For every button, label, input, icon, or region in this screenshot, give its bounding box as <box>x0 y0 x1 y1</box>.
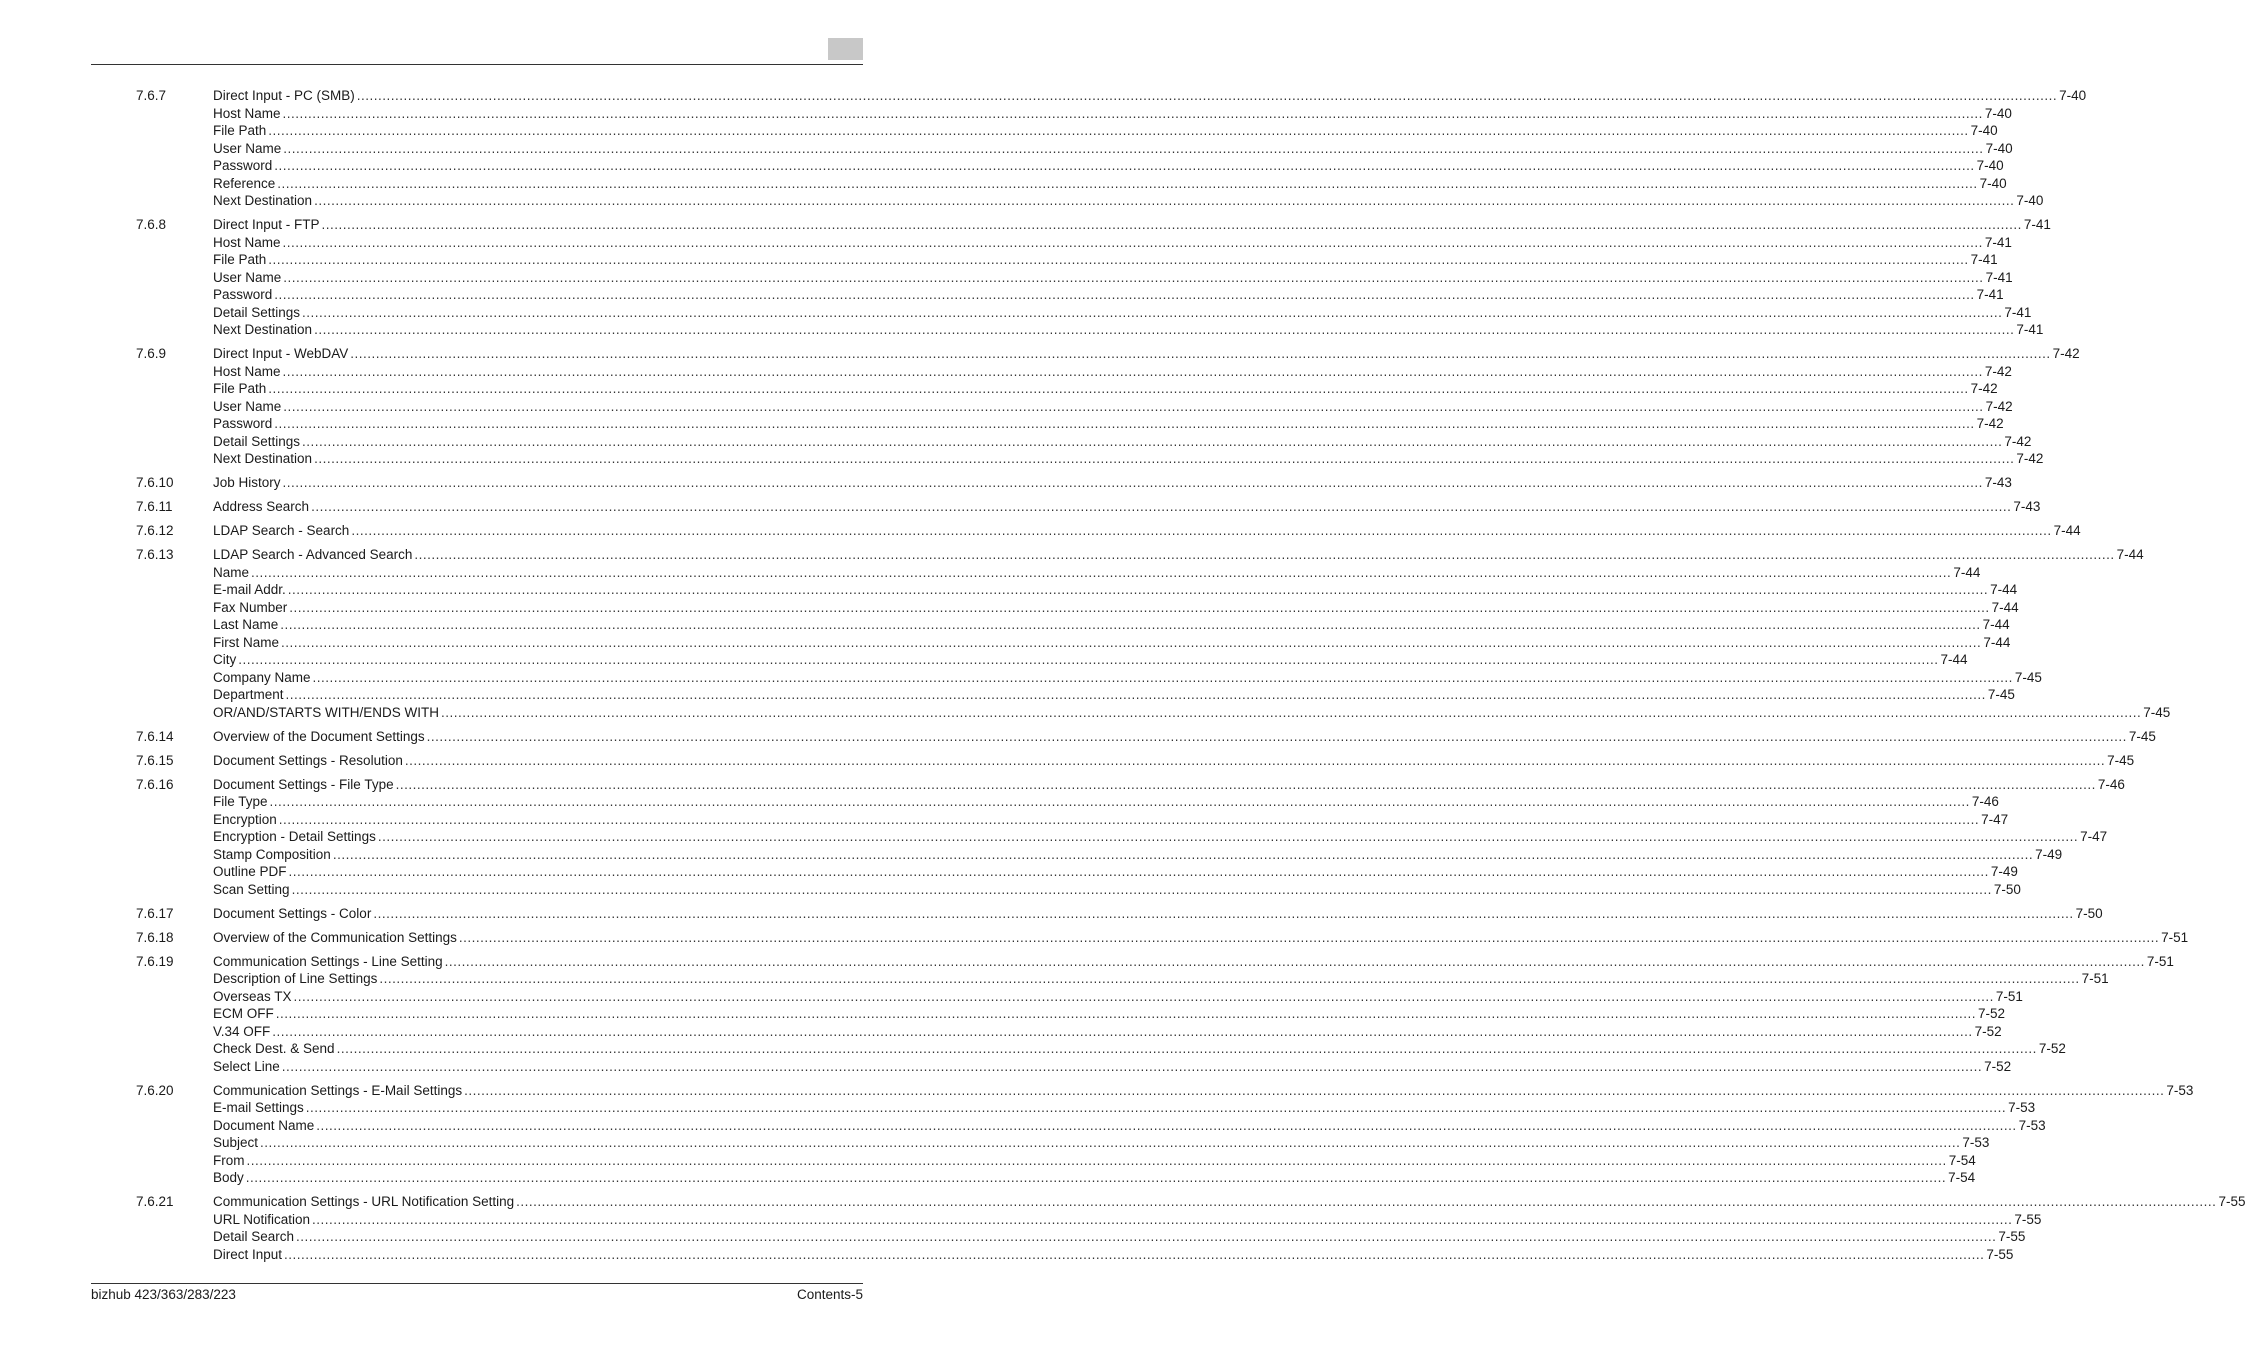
toc-page-number: 7-51 <box>1995 988 2023 1004</box>
toc-entry-title: Host Name <box>213 105 281 121</box>
toc-subentry[interactable] <box>213 415 2004 433</box>
toc-entry-title: File Type <box>213 794 268 809</box>
toc-subentry[interactable] <box>213 140 2013 158</box>
toc-page-number: 7-49 <box>2035 846 2063 862</box>
toc-dot-leader: ................................................................................................................................................................................................................................................................................................................................................................................................................ <box>441 704 2142 720</box>
toc-page-number: 7-55 <box>2218 1194 2245 1209</box>
toc-dot-leader: ................................................................................................................................................................................................................................................................................................................................................................................................................ <box>377 829 2079 844</box>
toc-dot-leader: ................................................................................................................................................................................................................................................................................................................................................................................................................ <box>351 523 2052 538</box>
toc-entry-title: E-mail Addr. <box>213 582 286 597</box>
toc-page-number: 7-42 <box>1984 363 2012 379</box>
toc-dot-leader: ................................................................................................................................................................................................................................................................................................................................................................................................................ <box>291 881 1992 897</box>
toc-subentry[interactable] <box>213 881 2021 899</box>
toc-entry-title: Direct Input - WebDAV <box>213 346 349 361</box>
toc-page-number: 7-41 <box>1984 234 2012 250</box>
toc-subentry[interactable] <box>213 599 2019 617</box>
toc-dot-leader: ................................................................................................................................................................................................................................................................................................................................................................................................................ <box>373 905 2074 921</box>
toc-subentry[interactable] <box>213 564 1981 582</box>
toc-page-number: 7-45 <box>2107 752 2135 768</box>
toc-page-number: 7-51 <box>2081 971 2109 986</box>
toc-entry-title: User Name <box>213 398 282 414</box>
toc-dot-leader: ................................................................................................................................................................................................................................................................................................................................................................................................................ <box>302 304 2003 320</box>
toc-page-number: 7-50 <box>1993 881 2021 897</box>
toc-entry-title: URL Notification <box>213 1211 311 1227</box>
toc-page-number: 7-40 <box>1985 140 2013 156</box>
toc-entry-title: Direct Input - PC (SMB) <box>213 88 355 103</box>
toc-page-number: 7-45 <box>2143 704 2171 720</box>
toc-subentry[interactable] <box>213 304 2032 322</box>
toc-entry-title: Name <box>213 564 250 580</box>
toc-page-number: 7-55 <box>1986 1246 2014 1262</box>
toc-page-number: 7-51 <box>2161 929 2189 945</box>
toc-entry-title: Next Destination <box>213 451 313 466</box>
toc-entry-title: OR/AND/STARTS WITH/ENDS WITH <box>213 704 439 720</box>
toc-section-number: 7.6.7 <box>136 88 167 103</box>
toc-page-number: 7-40 <box>1979 175 2007 191</box>
toc-dot-leader: ................................................................................................................................................................................................................................................................................................................................................................................................................ <box>356 88 2058 103</box>
toc-entry-title: User Name <box>213 140 282 156</box>
toc-page-number: 7-46 <box>1971 794 1999 809</box>
toc-subentry[interactable] <box>213 380 1998 398</box>
toc-subentry[interactable] <box>213 863 2018 881</box>
toc-dot-leader: ................................................................................................................................................................................................................................................................................................................................................................................................................ <box>268 381 1969 396</box>
toc-entry-title: Description of Line Settings <box>213 971 378 986</box>
toc-dot-leader: ................................................................................................................................................................................................................................................................................................................................................................................................................ <box>321 217 2022 232</box>
toc-dot-leader: ................................................................................................................................................................................................................................................................................................................................................................................................................ <box>314 451 2015 466</box>
toc-entry-title: Stamp Composition <box>213 846 331 862</box>
toc-page-number: 7-52 <box>1974 1023 2002 1039</box>
toc-entry[interactable] <box>213 953 2174 971</box>
toc-page-number: 7-44 <box>1991 599 2019 615</box>
toc-entry-title: Host Name <box>213 363 281 379</box>
toc-dot-leader: ................................................................................................................................................................................................................................................................................................................................................................................................................ <box>289 599 1990 615</box>
toc-subentry[interactable] <box>213 286 2004 304</box>
toc-dot-leader: ................................................................................................................................................................................................................................................................................................................................................................................................................ <box>272 1023 1973 1039</box>
toc-section-number: 7.6.14 <box>136 728 174 744</box>
toc-page-number: 7-44 <box>1983 634 2011 650</box>
toc-entry-title: LDAP Search - Search <box>213 523 350 538</box>
toc-entry-title: Password <box>213 416 273 431</box>
toc-dot-leader: ................................................................................................................................................................................................................................................................................................................................................................................................................ <box>260 1135 1961 1150</box>
toc-subentry[interactable] <box>213 793 1999 811</box>
toc-entry-title: Detail Search <box>213 1229 295 1244</box>
toc-page-number: 7-49 <box>1990 864 2018 879</box>
toc-subentry[interactable] <box>213 321 2044 339</box>
toc-dot-leader: ................................................................................................................................................................................................................................................................................................................................................................................................................ <box>444 953 2145 969</box>
toc-page-number: 7-52 <box>1978 1006 2006 1021</box>
toc-subentry[interactable] <box>213 581 2018 599</box>
toc-page-number: 7-42 <box>1970 381 1998 396</box>
toc-dot-leader: ................................................................................................................................................................................................................................................................................................................................................................................................................ <box>293 988 1994 1004</box>
toc-page-number: 7-44 <box>1990 582 2018 597</box>
toc-subentry[interactable] <box>213 398 2013 416</box>
toc-entry-title: Detail Settings <box>213 304 301 320</box>
toc-subentry[interactable] <box>213 122 1998 140</box>
toc-entry-title: Next Destination <box>213 322 313 337</box>
toc-entry-title: Overseas TX <box>213 988 292 1004</box>
toc-dot-leader: ................................................................................................................................................................................................................................................................................................................................................................................................................ <box>283 140 1984 156</box>
toc-dot-leader: ................................................................................................................................................................................................................................................................................................................................................................................................................ <box>274 287 1975 302</box>
toc-subentry[interactable] <box>213 175 2007 193</box>
toc-subentry[interactable] <box>213 988 2023 1006</box>
toc-entry-title: Encryption - Detail Settings <box>213 829 376 844</box>
toc-dot-leader: ................................................................................................................................................................................................................................................................................................................................................................................................................ <box>314 193 2015 208</box>
toc-subentry[interactable] <box>213 704 2171 722</box>
toc-page-number: 7-40 <box>1984 105 2012 121</box>
toc-entry-title: Password <box>213 287 273 302</box>
toc-page-number: 7-40 <box>2016 193 2044 208</box>
toc-dot-leader: ................................................................................................................................................................................................................................................................................................................................................................................................................ <box>414 547 2115 562</box>
footer-divider <box>91 1283 863 1284</box>
toc-subentry[interactable] <box>213 616 2010 634</box>
toc-entry-title: Next Destination <box>213 193 313 208</box>
toc-dot-leader: ................................................................................................................................................................................................................................................................................................................................................................................................................ <box>287 582 1989 597</box>
toc-dot-leader: ................................................................................................................................................................................................................................................................................................................................................................................................................ <box>316 1117 2017 1133</box>
toc-entry-title: Encryption <box>213 811 277 827</box>
toc-entry[interactable] <box>213 728 2156 746</box>
toc-subentry[interactable] <box>213 970 2109 988</box>
toc-page-number: 7-43 <box>1984 475 2012 490</box>
toc-page-number: 7-41 <box>1970 252 1998 267</box>
toc-subentry[interactable] <box>213 1058 2012 1076</box>
header-divider <box>91 64 863 65</box>
toc-dot-leader: ................................................................................................................................................................................................................................................................................................................................................................................................................ <box>245 1170 1947 1185</box>
toc-subentry[interactable] <box>213 1117 2046 1135</box>
toc-page-number: 7-54 <box>1948 1170 1976 1185</box>
toc-subentry[interactable] <box>213 450 2044 468</box>
toc-entry-title: Direct Input - FTP <box>213 217 320 232</box>
toc-page-number: 7-42 <box>2016 451 2044 466</box>
toc-dot-leader: ................................................................................................................................................................................................................................................................................................................................................................................................................ <box>268 252 1969 267</box>
toc-dot-leader: ................................................................................................................................................................................................................................................................................................................................................................................................................ <box>302 433 2003 449</box>
toc-page-number: 7-42 <box>1976 416 2004 431</box>
toc-entry-title: Detail Settings <box>213 433 301 449</box>
toc-entry[interactable] <box>213 905 2103 923</box>
toc-entry[interactable] <box>213 546 2144 564</box>
toc-dot-leader: ................................................................................................................................................................................................................................................................................................................................................................................................................ <box>404 752 2106 768</box>
toc-page-number: 7-45 <box>2014 669 2042 685</box>
toc-dot-leader: ................................................................................................................................................................................................................................................................................................................................................................................................................ <box>395 776 2096 792</box>
toc-dot-leader: ................................................................................................................................................................................................................................................................................................................................................................................................................ <box>312 669 2013 685</box>
toc-subentry[interactable] <box>213 234 2012 252</box>
toc-subentry[interactable] <box>213 811 2009 829</box>
toc-section-number: 7.6.8 <box>136 217 167 232</box>
toc-dot-leader: ................................................................................................................................................................................................................................................................................................................................................................................................................ <box>282 475 1983 490</box>
toc-section-number: 7.6.11 <box>136 499 173 514</box>
toc-dot-leader: ................................................................................................................................................................................................................................................................................................................................................................................................................ <box>464 1082 2165 1098</box>
toc-section-number: 7.6.18 <box>136 929 174 945</box>
toc-page-number: 7-55 <box>2014 1211 2042 1227</box>
toc-page-number: 7-41 <box>2023 217 2051 232</box>
toc-entry-title: Document Settings - File Type <box>213 776 394 792</box>
toc-dot-leader: ................................................................................................................................................................................................................................................................................................................................................................................................................ <box>275 1006 1977 1021</box>
toc-dot-leader: ................................................................................................................................................................................................................................................................................................................................................................................................................ <box>516 1194 2217 1209</box>
toc-entry-title: File Path <box>213 252 267 267</box>
toc-subentry[interactable] <box>213 1040 2066 1058</box>
toc-entry-title: Address Search <box>213 499 310 514</box>
toc-section-number: 7.6.10 <box>136 475 174 490</box>
toc-subentry[interactable] <box>213 686 2015 704</box>
toc-page-number: 7-42 <box>2052 346 2080 361</box>
toc-page-number: 7-51 <box>2146 953 2174 969</box>
toc-dot-leader: ................................................................................................................................................................................................................................................................................................................................................................................................................ <box>285 687 1986 702</box>
toc-subentry[interactable] <box>213 1246 2014 1264</box>
toc-page-number: 7-44 <box>1982 617 2010 632</box>
toc-dot-leader: ................................................................................................................................................................................................................................................................................................................................................................................................................ <box>281 1058 1983 1074</box>
toc-dot-leader: ................................................................................................................................................................................................................................................................................................................................................................................................................ <box>282 234 1983 250</box>
toc-entry-title: File Path <box>213 381 267 396</box>
toc-page-number: 7-53 <box>2008 1100 2036 1115</box>
toc-dot-leader: ................................................................................................................................................................................................................................................................................................................................................................................................................ <box>288 864 1989 879</box>
toc-dot-leader: ................................................................................................................................................................................................................................................................................................................................................................................................................ <box>281 634 1982 650</box>
toc-page-number: 7-42 <box>1985 398 2013 414</box>
toc-dot-leader: ................................................................................................................................................................................................................................................................................................................................................................................................................ <box>238 652 1939 667</box>
toc-subentry[interactable] <box>213 846 2063 864</box>
toc-page-number: 7-54 <box>1948 1152 1976 1168</box>
toc-entry[interactable] <box>213 1193 2245 1211</box>
toc-dot-leader: ................................................................................................................................................................................................................................................................................................................................................................................................................ <box>379 971 2080 986</box>
toc-subentry[interactable] <box>213 651 1968 669</box>
toc-section-number: 7.6.16 <box>136 776 174 792</box>
toc-entry-title: Document Settings - Color <box>213 905 372 921</box>
toc-entry-title: First Name <box>213 634 280 650</box>
toc-entry[interactable] <box>213 522 2081 540</box>
toc-subentry[interactable] <box>213 1211 2042 1229</box>
toc-entry-title: Subject <box>213 1135 259 1150</box>
toc-page-number: 7-45 <box>2128 728 2156 744</box>
toc-page-number: 7-52 <box>2038 1041 2066 1056</box>
toc-entry[interactable] <box>213 752 2135 770</box>
toc-dot-leader: ................................................................................................................................................................................................................................................................................................................................................................................................................ <box>350 346 2051 361</box>
toc-subentry[interactable] <box>213 192 2044 210</box>
toc-dot-leader: ................................................................................................................................................................................................................................................................................................................................................................................................................ <box>251 564 1952 580</box>
toc-page-number: 7-42 <box>2004 433 2032 449</box>
toc-entry-title: Overview of the Document Settings <box>213 728 425 744</box>
toc-entry-title: Reference <box>213 175 276 191</box>
toc-section-number: 7.6.20 <box>136 1082 174 1098</box>
toc-entry[interactable] <box>213 929 2189 947</box>
toc-dot-leader: ................................................................................................................................................................................................................................................................................................................................................................................................................ <box>305 1100 2007 1115</box>
toc-page-number: 7-41 <box>2016 322 2044 337</box>
toc-dot-leader: ................................................................................................................................................................................................................................................................................................................................................................................................................ <box>277 175 1978 191</box>
toc-page-number: 7-46 <box>2097 776 2125 792</box>
toc-subentry[interactable] <box>213 669 2042 687</box>
toc-page-number: 7-52 <box>1984 1058 2012 1074</box>
toc-entry-title: Scan Setting <box>213 881 290 897</box>
toc-entry-title: Body <box>213 1170 244 1185</box>
toc-subentry[interactable] <box>213 1005 2006 1023</box>
toc-entry-title: Last Name <box>213 617 279 632</box>
toc-entry-title: Select Line <box>213 1058 280 1074</box>
toc-subentry[interactable] <box>213 634 2011 652</box>
toc-entry-title: From <box>213 1152 245 1168</box>
toc-entry-title: Password <box>213 158 273 173</box>
toc-page-number: 7-44 <box>1953 564 1981 580</box>
toc-subentry[interactable] <box>213 105 2012 123</box>
toc-dot-leader: ................................................................................................................................................................................................................................................................................................................................................................................................................ <box>426 728 2127 744</box>
toc-dot-leader: ................................................................................................................................................................................................................................................................................................................................................................................................................ <box>336 1041 2037 1056</box>
toc-section-number: 7.6.19 <box>136 953 174 969</box>
toc-dot-leader: ................................................................................................................................................................................................................................................................................................................................................................................................................ <box>332 846 2034 862</box>
toc-dot-leader: ................................................................................................................................................................................................................................................................................................................................................................................................................ <box>312 1211 2013 1227</box>
toc-subentry[interactable] <box>213 363 2012 381</box>
toc-dot-leader: ................................................................................................................................................................................................................................................................................................................................................................................................................ <box>274 158 1975 173</box>
toc-page-number: 7-44 <box>2116 547 2144 562</box>
toc-entry[interactable] <box>213 345 2080 363</box>
toc-dot-leader: ................................................................................................................................................................................................................................................................................................................................................................................................................ <box>269 794 1970 809</box>
toc-entry-title: E-mail Settings <box>213 1100 304 1115</box>
toc-entry-title: Outline PDF <box>213 864 287 879</box>
footer-page-label: Contents-5 <box>796 1287 863 1302</box>
toc-entry-title: Company Name <box>213 669 311 685</box>
toc-dot-leader: ................................................................................................................................................................................................................................................................................................................................................................................................................ <box>274 416 1975 431</box>
toc-section-number: 7.6.13 <box>136 547 174 562</box>
toc-entry-title: ECM OFF <box>213 1006 274 1021</box>
toc-entry-title: LDAP Search - Advanced Search <box>213 547 413 562</box>
toc-entry-title: Check Dest. & Send <box>213 1041 335 1056</box>
toc-subentry[interactable] <box>213 1099 2036 1117</box>
toc-dot-leader: ................................................................................................................................................................................................................................................................................................................................................................................................................ <box>268 123 1969 138</box>
toc-dot-leader: ................................................................................................................................................................................................................................................................................................................................................................................................................ <box>458 929 2160 945</box>
toc-dot-leader: ................................................................................................................................................................................................................................................................................................................................................................................................................ <box>311 499 2012 514</box>
footer-product-name: bizhub 423/363/283/223 <box>91 1287 236 1302</box>
toc-dot-leader: ................................................................................................................................................................................................................................................................................................................................................................................................................ <box>246 1152 1947 1168</box>
toc-page-number: 7-41 <box>1985 269 2013 285</box>
header-tab-marker <box>828 38 863 60</box>
toc-dot-leader: ................................................................................................................................................................................................................................................................................................................................................................................................................ <box>282 105 1983 121</box>
toc-section-number: 7.6.12 <box>136 523 174 538</box>
toc-section-number: 7.6.17 <box>136 905 174 921</box>
toc-section-number: 7.6.15 <box>136 752 174 768</box>
toc-dot-leader: ................................................................................................................................................................................................................................................................................................................................................................................................................ <box>296 1229 1997 1244</box>
toc-entry-title: Communication Settings - E-Mail Settings <box>213 1082 463 1098</box>
toc-dot-leader: ................................................................................................................................................................................................................................................................................................................................................................................................................ <box>283 398 1984 414</box>
toc-entry-title: Communication Settings - Line Setting <box>213 953 443 969</box>
toc-dot-leader: ................................................................................................................................................................................................................................................................................................................................................................................................................ <box>314 322 2015 337</box>
toc-entry-title: Direct Input <box>213 1246 283 1262</box>
toc-entry[interactable] <box>213 474 2012 492</box>
toc-page-number: 7-45 <box>1987 687 2015 702</box>
toc-entry-title: Fax Number <box>213 599 288 615</box>
toc-page-number: 7-53 <box>2018 1117 2046 1133</box>
toc-dot-leader: ................................................................................................................................................................................................................................................................................................................................................................................................................ <box>280 617 1981 632</box>
toc-entry[interactable] <box>213 87 2087 105</box>
toc-entry-title: Document Settings - Resolution <box>213 752 403 768</box>
toc-page-number: 7-41 <box>2004 304 2032 320</box>
toc-page-number: 7-47 <box>2080 829 2108 844</box>
toc-dot-leader: ................................................................................................................................................................................................................................................................................................................................................................................................................ <box>284 1246 1985 1262</box>
toc-entry[interactable] <box>213 216 2051 234</box>
toc-entry-title: Communication Settings - URL Notification Setting <box>213 1194 515 1209</box>
toc-entry-title: V.34 OFF <box>213 1023 271 1039</box>
toc-entry-title: Job History <box>213 475 281 490</box>
toc-page-number: 7-53 <box>1962 1135 1990 1150</box>
toc-page-number: 7-50 <box>2075 905 2103 921</box>
toc-subentry[interactable] <box>213 1023 2002 1041</box>
toc-subentry[interactable] <box>213 433 2032 451</box>
toc-page-number: 7-40 <box>1976 158 2004 173</box>
toc-entry-title: User Name <box>213 269 282 285</box>
toc-page-number: 7-55 <box>1998 1229 2026 1244</box>
toc-entry[interactable] <box>213 1082 2194 1100</box>
toc-subentry[interactable] <box>213 157 2004 175</box>
toc-dot-leader: ................................................................................................................................................................................................................................................................................................................................................................................................................ <box>278 811 1980 827</box>
toc-entry-title: Overview of the Communication Settings <box>213 929 457 945</box>
toc-entry-title: File Path <box>213 123 267 138</box>
toc-entry[interactable] <box>213 776 2125 794</box>
toc-subentry[interactable] <box>213 828 2108 846</box>
toc-page-number: 7-41 <box>1976 287 2004 302</box>
toc-subentry[interactable] <box>213 251 1998 269</box>
toc-entry-title: City <box>213 652 237 667</box>
toc-page-number: 7-53 <box>2166 1082 2194 1098</box>
toc-dot-leader: ................................................................................................................................................................................................................................................................................................................................................................................................................ <box>283 269 1984 285</box>
toc-subentry[interactable] <box>213 1228 2026 1246</box>
toc-page-number: 7-40 <box>2059 88 2087 103</box>
toc-section-number: 7.6.9 <box>136 346 167 361</box>
toc-entry-title: Document Name <box>213 1117 315 1133</box>
toc-section-number: 7.6.21 <box>136 1194 174 1209</box>
toc-page-number: 7-44 <box>1940 652 1968 667</box>
toc-page-number: 7-40 <box>1970 123 1998 138</box>
toc-entry[interactable] <box>213 498 2041 516</box>
toc-entry-title: Department <box>213 687 284 702</box>
toc-entry-title: Host Name <box>213 234 281 250</box>
toc-page-number: 7-43 <box>2013 499 2041 514</box>
toc-dot-leader: ................................................................................................................................................................................................................................................................................................................................................................................................................ <box>282 363 1983 379</box>
toc-subentry[interactable] <box>213 269 2013 287</box>
toc-subentry[interactable] <box>213 1134 1990 1152</box>
toc-subentry[interactable] <box>213 1152 1976 1170</box>
toc-subentry[interactable] <box>213 1169 1976 1187</box>
toc-page-number: 7-47 <box>1981 811 2009 827</box>
toc-page-number: 7-44 <box>2053 523 2081 538</box>
